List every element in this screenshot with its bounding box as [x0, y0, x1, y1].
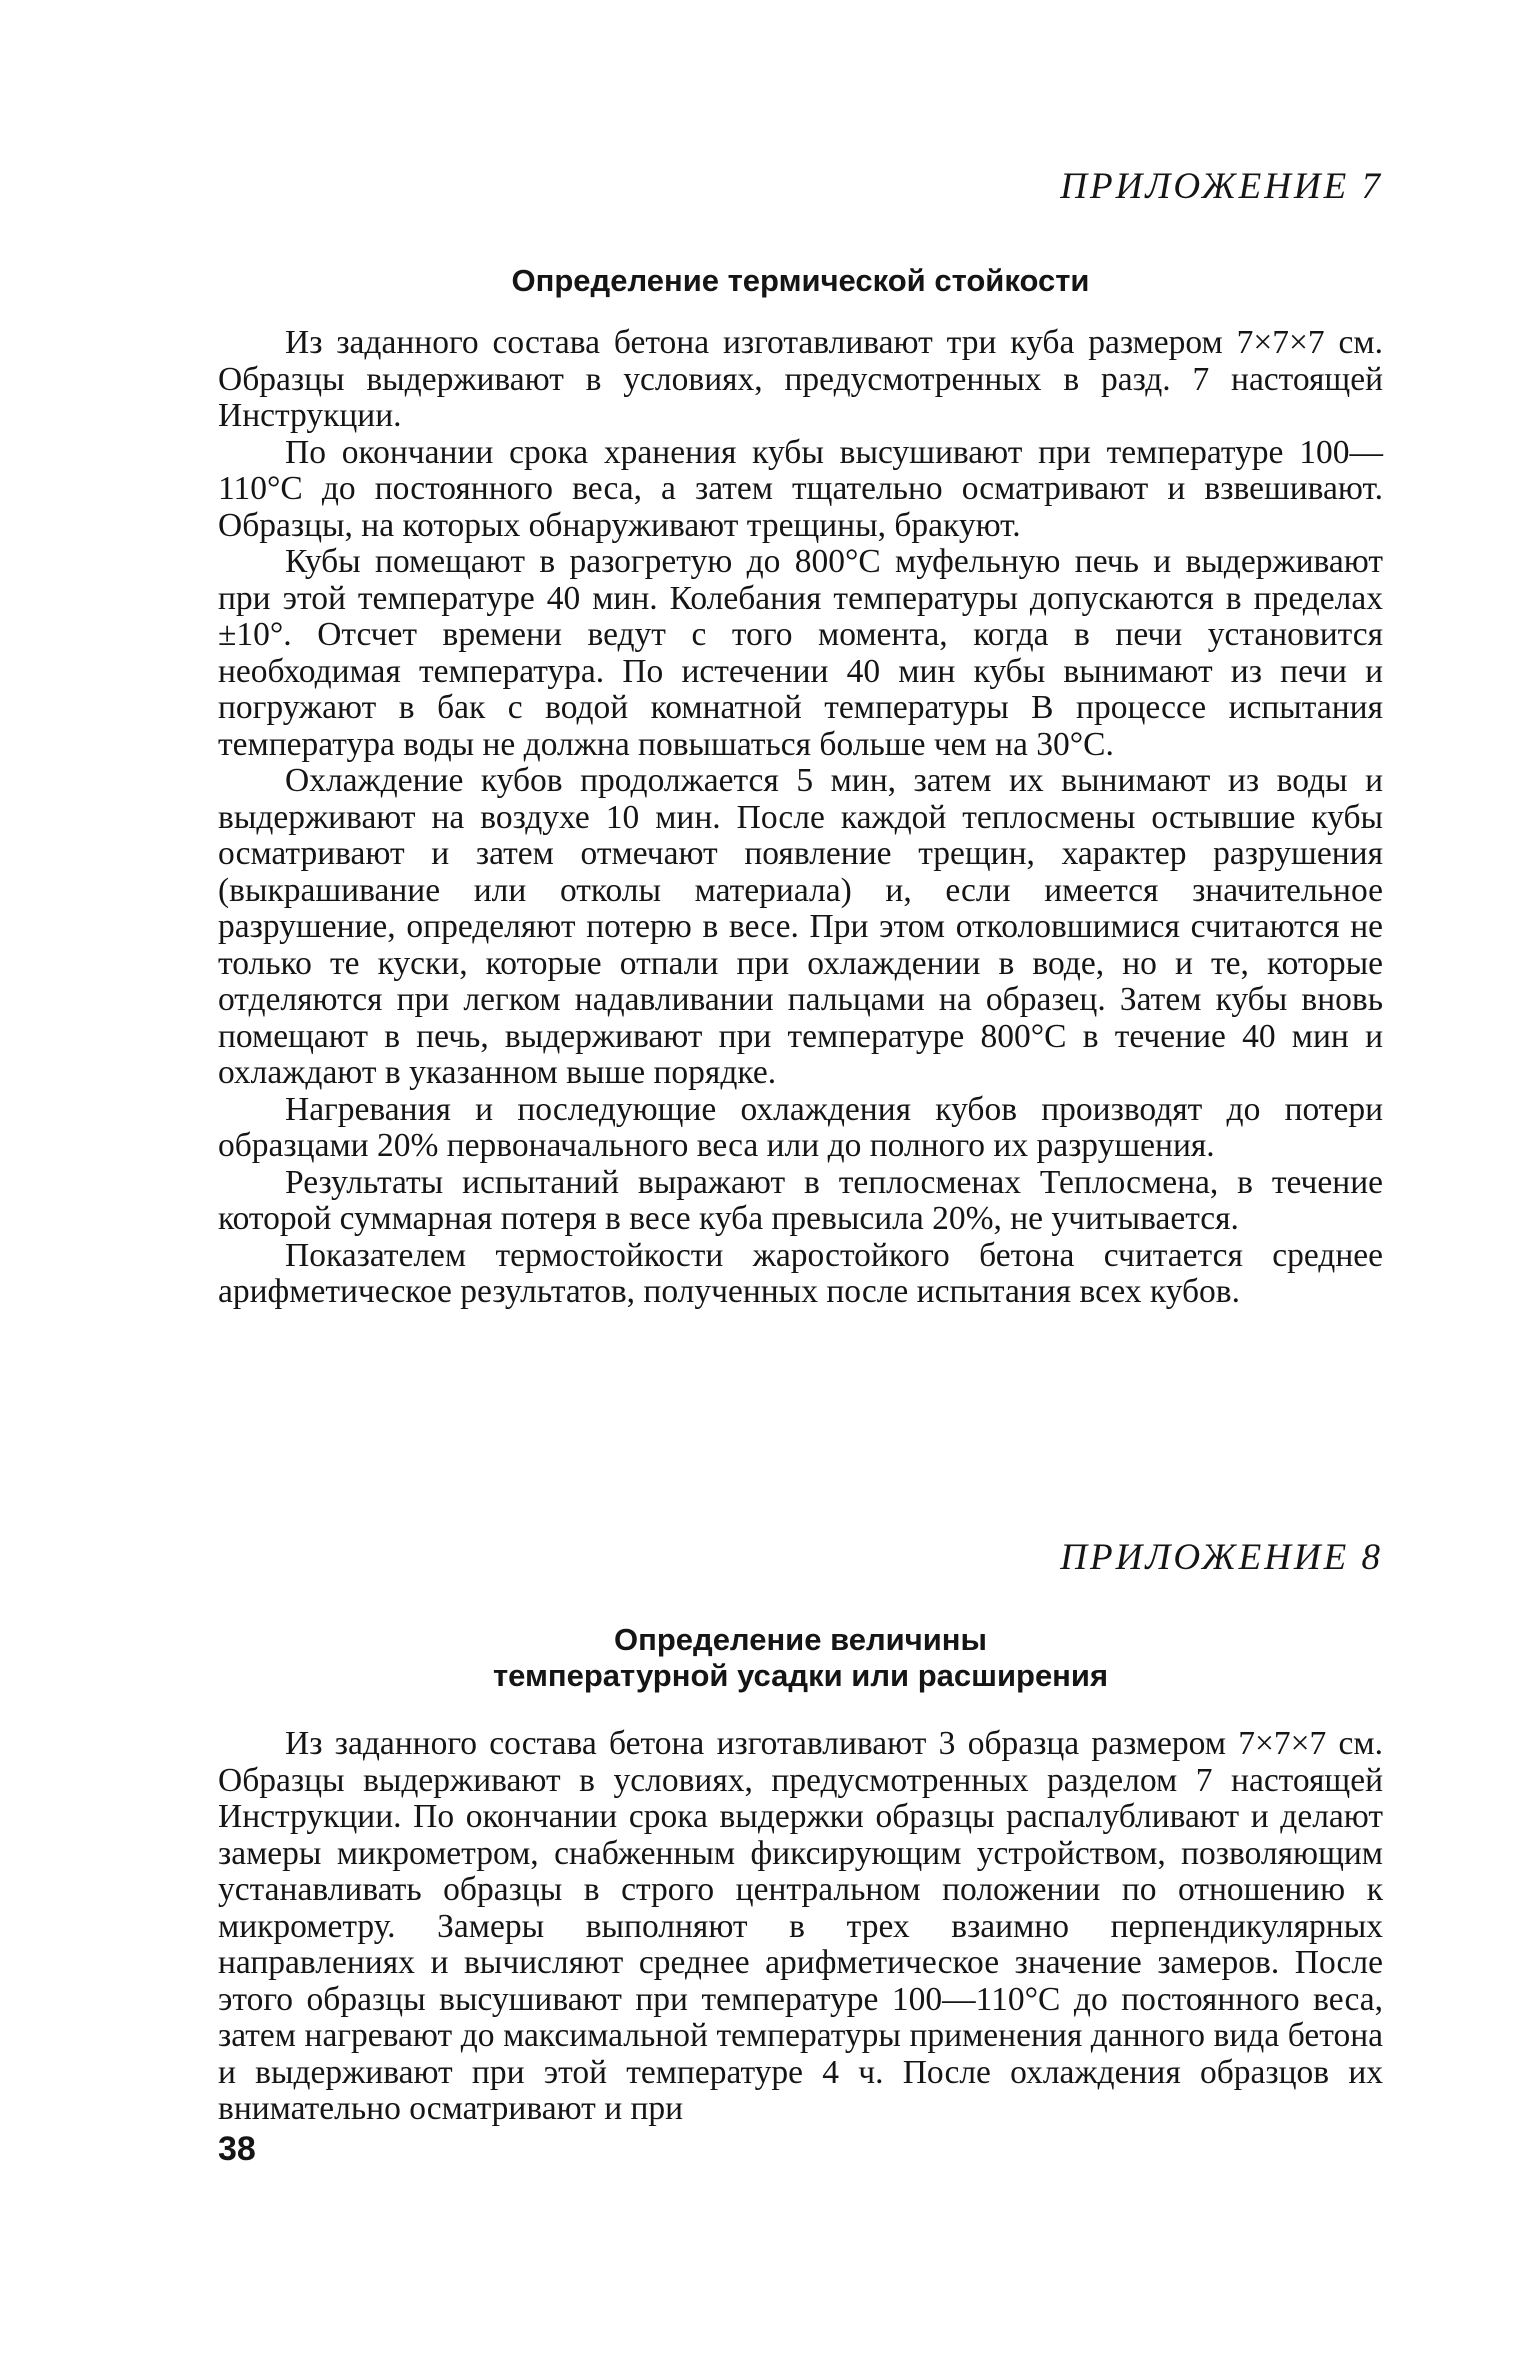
paragraph: Нагревания и последующие охлаждения кубов производят до потери образцами 20% первоначального веса или до полного их разрушения. — [218, 1090, 1383, 1164]
appendix-8-body — [218, 1726, 1383, 2128]
paragraph: Из заданного состава бетона изготавливают 3 образца размером 7×7×7 см. Образцы выдерживают в условиях, предусмотренных разделом 7 настоящей Инструкции. По окончании срока выдержки образцы распалубливают и делают замеры микрометром, снабженным фиксирующим устройством, позволяющим устанавливать образцы в строго центральном положении по отношению к микрометру. Замеры выполняют в трех взаимно перпендикулярных направлениях и вычисляют среднее арифметическое значение замеров. После этого образцы высушивают при температуре 100—110°С до постоянного веса, затем нагревают до максимальной температуры применения данного вида бетона и выдерживают при этой температуре 4 ч. После охлаждения образцов их внимательно осматривают и при — [218, 1725, 1383, 2127]
appendix-7-label: ПРИЛОЖЕНИЕ 7 — [1060, 166, 1383, 207]
appendix-7-body — [218, 325, 1383, 1311]
paragraph: Охлаждение кубов продолжается 5 мин, затем их вынимают из воды и выдерживают на воздухе 10 мин. После каждой теплосмены остывшие кубы осматривают и затем отмечают появление трещин, характер разрушения (выкрашивание или отколы материала) и, если имеется значительное разрушение, определяют потерю в весе. При этом отколовшимися считаются не только те куски, которые отпали при охлаждении в воде, но и те, которые отделяются при легком надавливании пальцами на образец. Затем кубы вновь помещают в печь, выдерживают при температуре 800°С в течение 40 мин и охлаждают в указанном выше порядке. — [218, 762, 1383, 1091]
appendix-7-title: Определение термической стойкости — [511, 263, 1090, 298]
appendix-8-title-line1: Определение величины — [614, 1622, 987, 1657]
paragraph: Из заданного состава бетона изготавливают три куба размером 7×7×7 см. Образцы выдерживают в условиях, предусмотренных в разд. 7 настоящей Инструкции. — [218, 324, 1383, 434]
paragraph: По окончании срока хранения кубы высушивают при температуре 100—110°С до постоянного веса, а затем тщательно осматривают и взвешивают. Образцы, на которых обнаруживают трещины, бракуют. — [218, 433, 1383, 544]
paragraph: Показателем термостойкости жаростойкого бетона считается среднее арифметическое результатов, полученных после испытания всех кубов. — [218, 1236, 1383, 1310]
paragraph: Результаты испытаний выражают в теплосменах Теплосмена, в течение которой суммарная потеря в весе куба превысила 20%, не учитывается. — [218, 1163, 1383, 1237]
appendix-8-title-line2: температурной усадки или расширения — [492, 1658, 1109, 1693]
appendix-8-label: ПРИЛОЖЕНИЕ 8 — [1060, 1537, 1383, 1578]
page-number: 38 — [218, 2130, 256, 2168]
document-page — [218, 0, 1383, 2363]
paragraph: Кубы помещают в разогретую до 800°С муфельную печь и выдерживают при этой температуре 40 мин. Колебания температуры допускаются в пределах ±10°. Отсчет времени ведут с того момента, когда в печи установится необходимая температура. По истечении 40 мин кубы вынимают из печи и погружают в бак с водой комнатной температуры В процессе испытания температура воды не должна повышаться больше чем на 30°С. — [218, 543, 1383, 763]
